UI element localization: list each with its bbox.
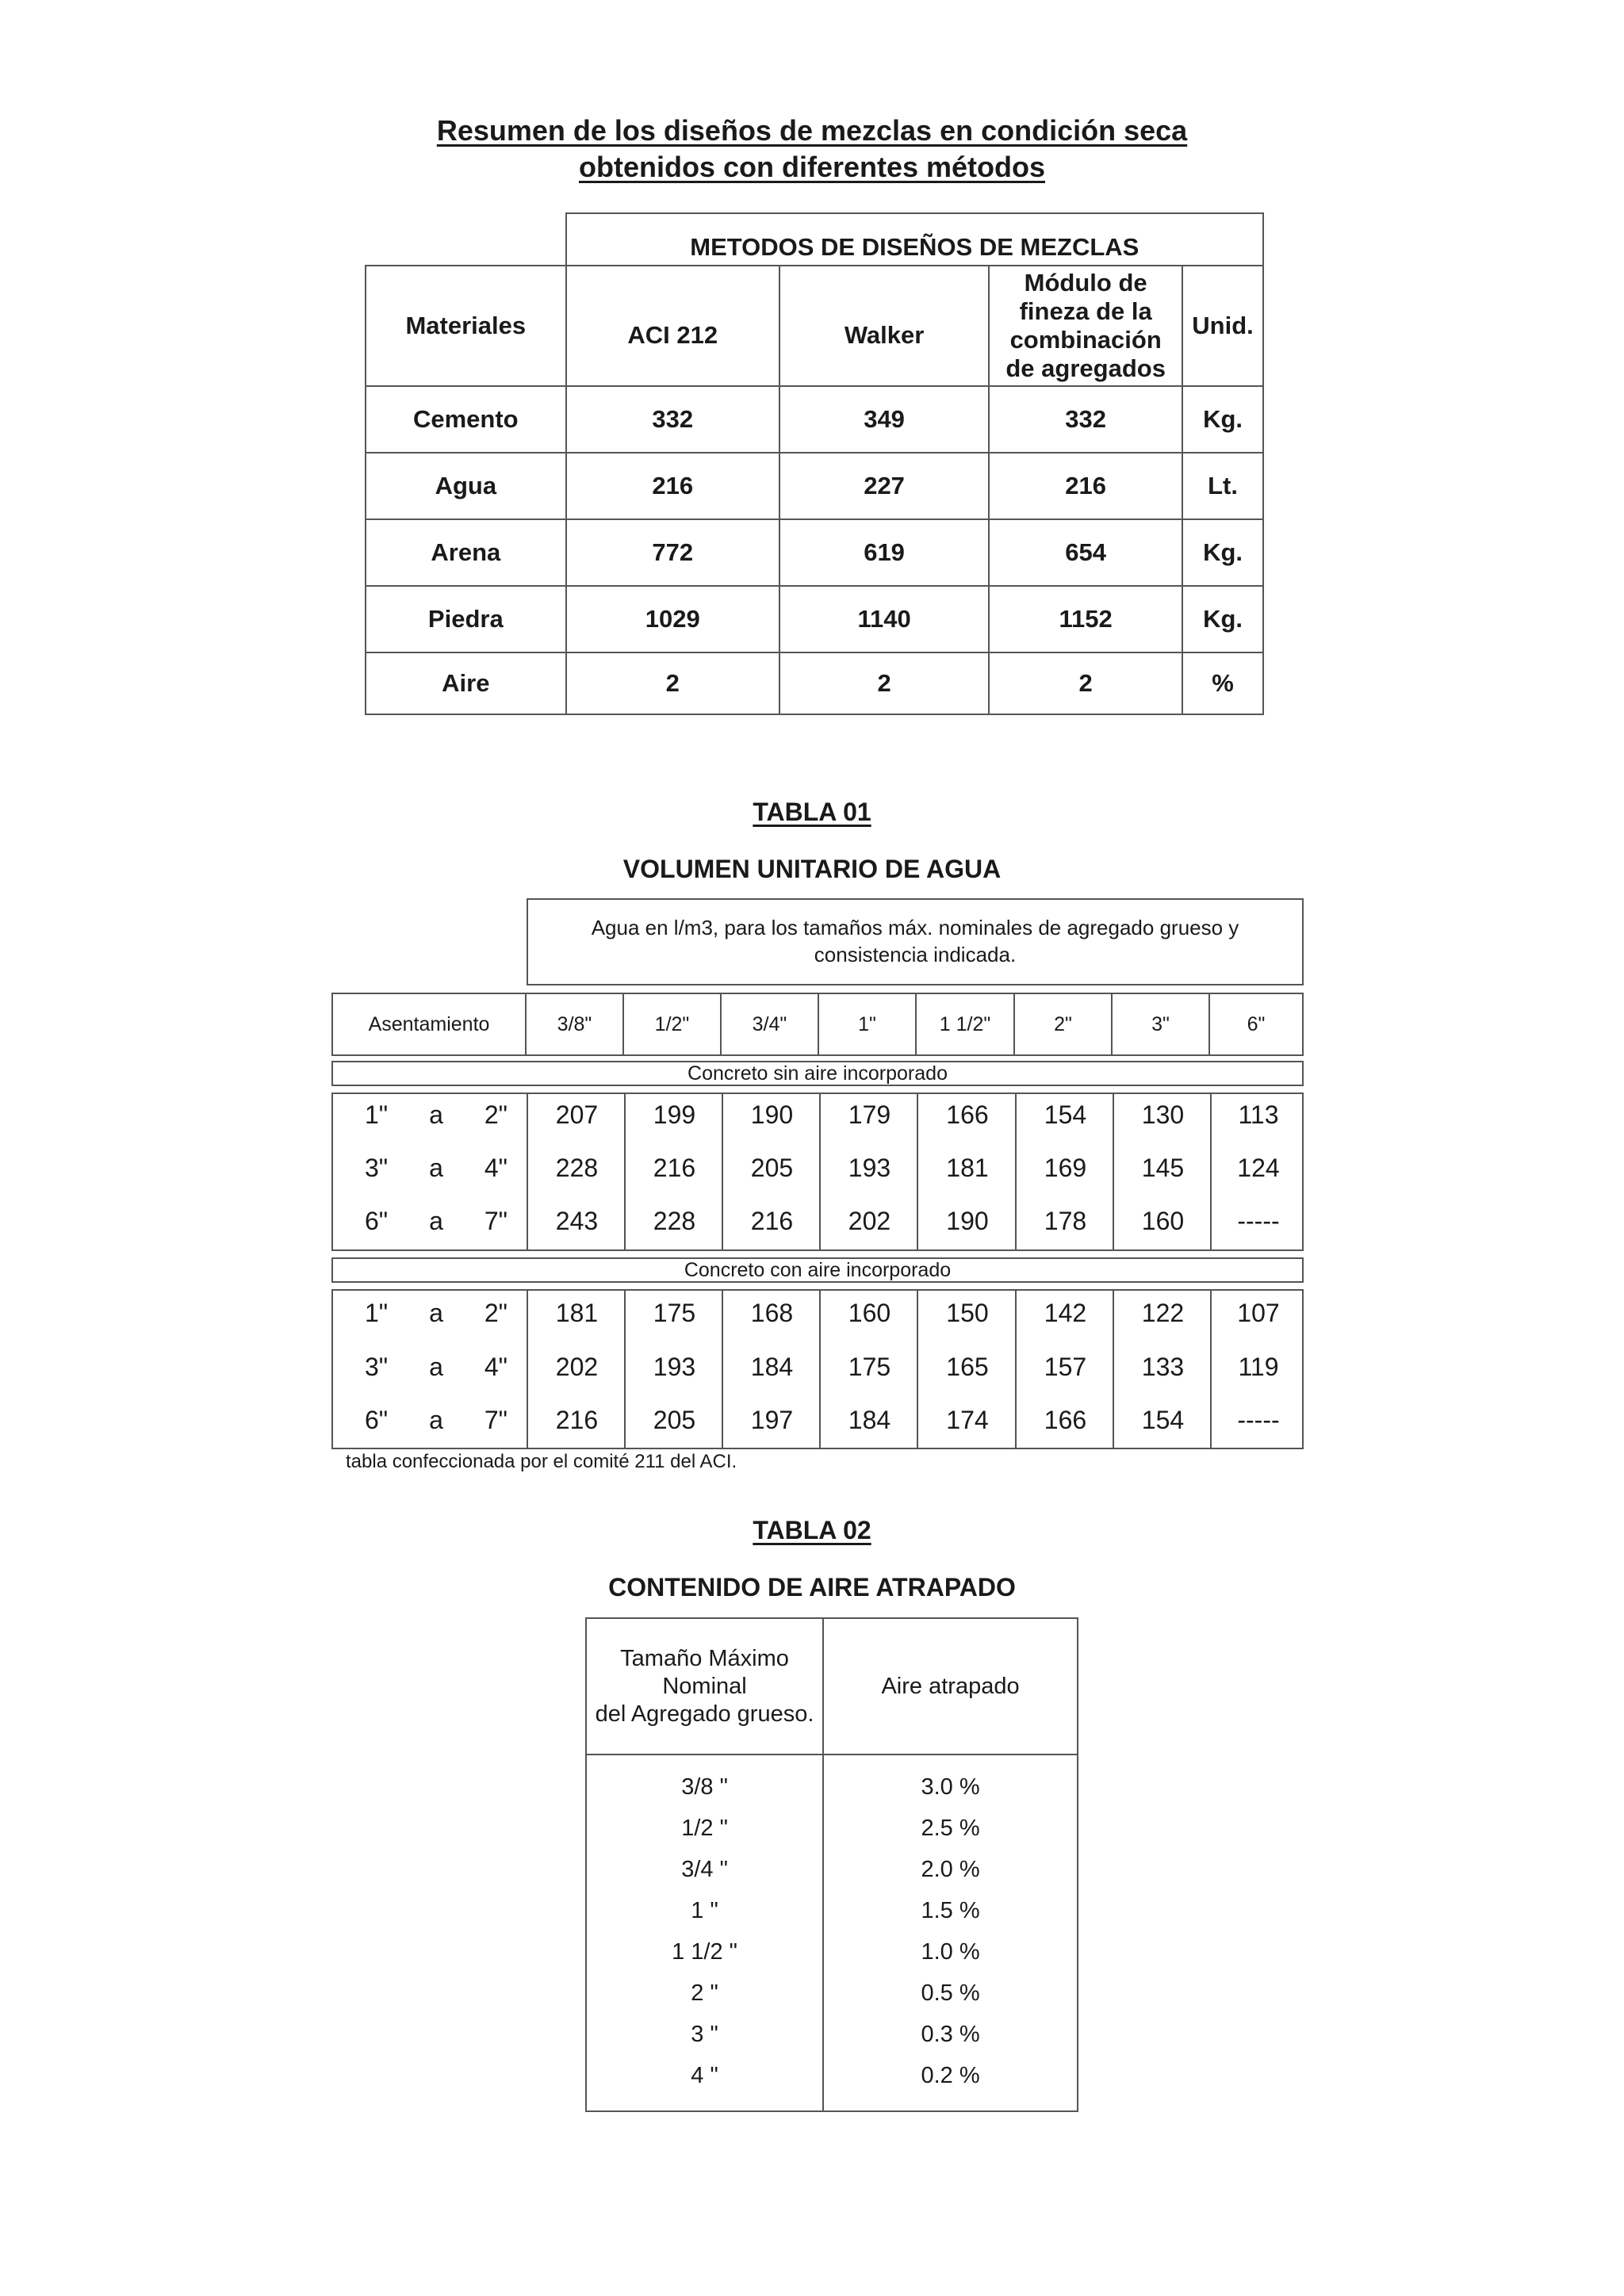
tabla02-air-cell: 2.0 % — [921, 1857, 980, 1882]
water-value-cell: 184 — [750, 1353, 794, 1381]
value-cell: 1029 — [566, 586, 779, 652]
slump-part: 7" — [484, 1406, 508, 1434]
header-size: 6" — [1208, 993, 1304, 1056]
band-sin-aire: Concreto sin aire incorporado — [331, 1061, 1304, 1086]
water-value-cell: 228 — [653, 1207, 696, 1235]
tabla01-note: tabla confeccionada por el comité 211 del ACI. — [346, 1451, 737, 1472]
value-cell: 619 — [779, 519, 989, 586]
tabla02-size-cell: 3 " — [691, 2022, 718, 2047]
slump-part: 4" — [484, 1154, 508, 1182]
tabla02-header-air: Aire atrapado — [823, 1618, 1078, 1755]
tabla02-header-line: Tamaño Máximo — [620, 1645, 789, 1671]
tabla02-size-cell: 1 " — [691, 1898, 718, 1923]
water-value-cell: 113 — [1238, 1100, 1279, 1129]
unit-cell: % — [1182, 652, 1263, 714]
water-value-cell: 184 — [848, 1406, 891, 1434]
water-value-cell: 193 — [653, 1353, 696, 1381]
header-asentamiento: Asentamiento — [331, 993, 527, 1056]
value-cell: 349 — [779, 386, 989, 453]
value-cell: 654 — [989, 519, 1182, 586]
slump-part: 2" — [484, 1100, 508, 1129]
header-size: 1" — [818, 993, 917, 1056]
unit-cell: Kg. — [1182, 586, 1263, 652]
water-value-cell: 181 — [946, 1154, 989, 1182]
slump-part: a — [429, 1299, 443, 1327]
water-value-cell: 157 — [1044, 1353, 1087, 1381]
water-value-cell: 228 — [555, 1154, 599, 1182]
water-value-cell: 199 — [653, 1100, 696, 1129]
water-value-cell: 216 — [750, 1207, 794, 1235]
slump-part: 1" — [365, 1100, 389, 1129]
tabla02-header-line: Nominal — [662, 1673, 747, 1699]
header-size: 1 1/2" — [915, 993, 1015, 1056]
tabla01-header-line: Agua en l/m3, para los tamaños máx. nominales de agregado grueso y — [591, 916, 1239, 939]
tabla02-size-cell: 3/4 " — [681, 1857, 728, 1882]
slump-part: a — [429, 1207, 443, 1235]
header-modulo-line: de agregados — [1005, 354, 1166, 382]
water-value-cell: 197 — [750, 1406, 794, 1434]
water-value-cell: 175 — [848, 1353, 891, 1381]
title-line-1: Resumen de los diseños de mezclas en condición seca — [436, 114, 1188, 147]
water-value-cell: 133 — [1141, 1353, 1185, 1381]
water-value-cell: 202 — [555, 1353, 599, 1381]
slump-part: a — [429, 1154, 443, 1182]
header-modulo-line: fineza de la — [1019, 297, 1152, 325]
value-cell: 216 — [989, 453, 1182, 519]
water-value-cell: 154 — [1141, 1406, 1185, 1434]
water-value-cell: 179 — [848, 1100, 891, 1129]
tabla02-size-cell: 4 " — [691, 2063, 718, 2088]
header-modulo — [989, 266, 1182, 386]
slump-cell — [365, 1100, 508, 1130]
slump-cell — [365, 1299, 508, 1328]
value-cell: 2 — [566, 652, 779, 714]
tabla01-label — [0, 798, 1624, 827]
table-row — [366, 586, 1263, 652]
water-value-cell: 193 — [848, 1154, 891, 1182]
water-value-cell: 124 — [1237, 1154, 1280, 1182]
slump-cell — [365, 1154, 508, 1183]
material-cell: Cemento — [366, 386, 566, 453]
table-row — [366, 453, 1263, 519]
water-value-cell: 216 — [653, 1154, 696, 1182]
tabla02-header-line: del Agregado grueso. — [595, 1701, 814, 1727]
title-line-2: obtenidos con diferentes métodos — [578, 151, 1046, 183]
header-aci: ACI 212 — [566, 266, 779, 386]
header-size: 3" — [1111, 993, 1210, 1056]
value-cell: 332 — [989, 386, 1182, 453]
tabla02-label — [0, 1516, 1624, 1545]
water-value-cell: 160 — [848, 1299, 891, 1327]
header-size: 3/8" — [525, 993, 624, 1056]
con-aire-group — [331, 1289, 1304, 1449]
slump-part: 4" — [484, 1353, 508, 1381]
value-cell: 227 — [779, 453, 989, 519]
value-cell: 2 — [989, 652, 1182, 714]
header-materiales: Materiales — [366, 266, 566, 386]
slump-part: 3" — [365, 1154, 389, 1182]
slump-part: a — [429, 1406, 443, 1434]
water-value-cell: 181 — [555, 1299, 599, 1327]
water-value-cell: 150 — [946, 1299, 989, 1327]
slump-part: 6" — [365, 1207, 389, 1235]
value-cell: 1140 — [779, 586, 989, 652]
material-cell: Aire — [366, 652, 566, 714]
unit-cell: Kg. — [1182, 386, 1263, 453]
water-value-cell: 107 — [1237, 1299, 1280, 1327]
water-value-cell: 160 — [1141, 1207, 1185, 1235]
material-cell: Piedra — [366, 586, 566, 652]
tabla02-air-cell: 0.3 % — [921, 2022, 980, 2047]
slump-part: 2" — [484, 1299, 508, 1327]
header-modulo-line: Módulo de — [1024, 269, 1147, 297]
unit-cell: Lt. — [1182, 453, 1263, 519]
water-value-cell: 122 — [1141, 1299, 1185, 1327]
unit-cell: Kg. — [1182, 519, 1263, 586]
water-value-cell: 205 — [750, 1154, 794, 1182]
tabla02-table — [585, 1617, 1078, 2112]
water-value-cell: 145 — [1141, 1154, 1185, 1182]
tabla02-air-cell: 1.5 % — [921, 1898, 980, 1923]
water-value-cell: 166 — [1044, 1406, 1087, 1434]
empty-corner — [366, 213, 566, 266]
tabla01-header-box — [527, 898, 1304, 985]
tabla02-size-cell: 1/2 " — [681, 1816, 728, 1841]
water-value-cell: 216 — [555, 1406, 599, 1434]
water-value-cell: ----- — [1237, 1207, 1280, 1235]
tabla02-air-cell: 1.0 % — [921, 1939, 980, 1965]
table-row — [366, 519, 1263, 586]
tabla01-title: VOLUMEN UNITARIO DE AGUA — [622, 855, 1002, 883]
tabla02-size-cell: 2 " — [691, 1980, 718, 2006]
water-value-cell: 142 — [1044, 1299, 1087, 1327]
sin-aire-group — [331, 1093, 1304, 1251]
water-value-cell: 190 — [946, 1207, 989, 1235]
header-modulo-line: combinación — [1009, 326, 1162, 354]
water-value-cell: 130 — [1141, 1100, 1185, 1129]
header-size: 3/4" — [720, 993, 819, 1056]
methods-group-header: METODOS DE DISEÑOS DE MEZCLAS — [566, 213, 1263, 266]
value-cell: 2 — [779, 652, 989, 714]
water-value-cell: 243 — [555, 1207, 599, 1235]
tabla01-label-text: TABLA 01 — [753, 798, 871, 826]
summary-table — [365, 212, 1264, 715]
tabla02-header-size — [586, 1618, 823, 1755]
slump-part: 3" — [365, 1353, 389, 1381]
page-title — [0, 113, 1624, 186]
tabla01-header-line: consistencia indicada. — [814, 943, 1017, 966]
water-value-cell: 202 — [848, 1207, 891, 1235]
slump-part: 6" — [365, 1406, 389, 1434]
slump-cell — [365, 1406, 508, 1435]
water-value-cell: 178 — [1044, 1207, 1087, 1235]
water-value-cell: 175 — [653, 1299, 696, 1327]
tabla02-title: CONTENIDO DE AIRE ATRAPADO — [608, 1573, 1016, 1601]
value-cell: 772 — [566, 519, 779, 586]
header-size: 1/2" — [622, 993, 722, 1056]
header-walker: Walker — [779, 266, 989, 386]
slump-cell — [365, 1353, 508, 1382]
tabla02-air-cell: 2.5 % — [921, 1816, 980, 1841]
value-cell: 1152 — [989, 586, 1182, 652]
water-value-cell: 168 — [750, 1299, 794, 1327]
tabla02-size-cell: 3/8 " — [681, 1774, 728, 1800]
header-unid: Unid. — [1182, 266, 1263, 386]
water-value-cell: 205 — [653, 1406, 696, 1434]
tabla02-air-cell: 0.5 % — [921, 1980, 980, 2006]
value-cell: 216 — [566, 453, 779, 519]
slump-part: a — [429, 1100, 443, 1129]
tabla02-air-cell: 0.2 % — [921, 2063, 980, 2088]
water-value-cell: 169 — [1044, 1154, 1087, 1182]
tabla02-air-cell: 3.0 % — [921, 1774, 980, 1800]
tabla02-label-text: TABLA 02 — [753, 1516, 871, 1544]
water-value-cell: 174 — [946, 1406, 989, 1434]
tabla02-air-column — [823, 1755, 1078, 2111]
water-value-cell: 190 — [750, 1100, 794, 1129]
slump-part: a — [429, 1353, 443, 1381]
tabla02-size-column — [586, 1755, 823, 2111]
water-value-cell: 154 — [1044, 1100, 1087, 1129]
table-row — [366, 386, 1263, 453]
tabla02-size-cell: 1 1/2 " — [672, 1939, 737, 1965]
band-con-aire: Concreto con aire incorporado — [331, 1257, 1304, 1283]
water-value-cell: 119 — [1238, 1353, 1279, 1381]
slump-part: 1" — [365, 1299, 389, 1327]
water-value-cell: 207 — [555, 1100, 599, 1129]
slump-cell — [365, 1207, 508, 1236]
header-size: 2" — [1013, 993, 1113, 1056]
material-cell: Agua — [366, 453, 566, 519]
slump-part: 7" — [484, 1207, 508, 1235]
material-cell: Arena — [366, 519, 566, 586]
value-cell: 332 — [566, 386, 779, 453]
water-value-cell: ----- — [1237, 1406, 1280, 1434]
water-value-cell: 166 — [946, 1100, 989, 1129]
table-row — [366, 652, 1263, 714]
water-value-cell: 165 — [946, 1353, 989, 1381]
